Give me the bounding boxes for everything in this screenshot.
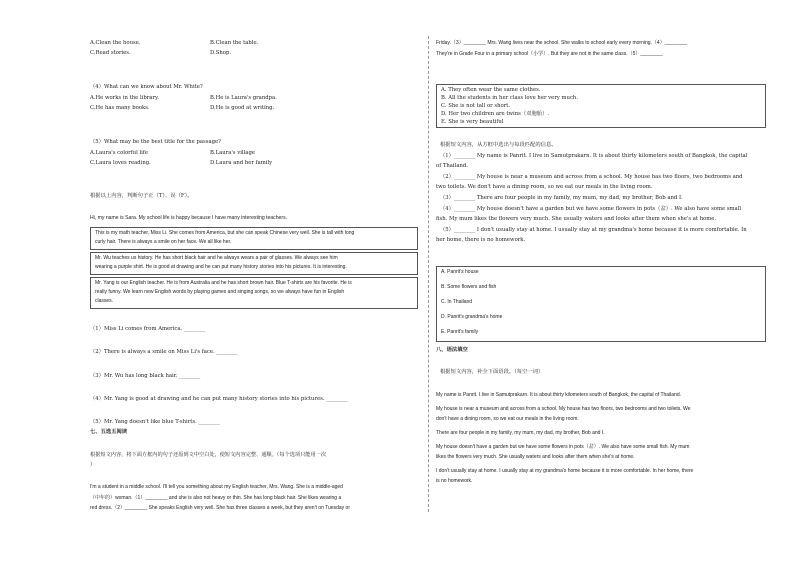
passage2-line: don't have a dining room, so we eat our meals in the living room. <box>436 416 579 422</box>
q5-option-a: A.Laura's colorful life <box>90 150 148 156</box>
tf-item-2: （2）There is always a smile on Miss Li's face. ________ <box>90 349 238 355</box>
match-line: （2）________ My house is near a museum and across from a school. My house has two floors, two bedrooms and <box>440 174 743 180</box>
match-line: （5）________ I don't usually stay at home. I usually stay at my grandma's home because it is more comfortable. In <box>440 227 747 233</box>
passage-line: I'm a student in a middle school. I'll tell you something about my English teacher, Mrs. Wang. She is a middle-aged <box>90 484 343 490</box>
q3-option-d: D.Shop. <box>210 50 232 56</box>
tf-item-4: （4）Mr. Yang is good at drawing and he can put many history stories into his pictures. ________ <box>90 396 348 402</box>
q5-option-d: D.Laura and her family <box>210 160 273 166</box>
match-option-a: A. Panrit's house <box>441 269 479 275</box>
section-7-title: 七、五选五阅读 <box>90 429 128 435</box>
q4-question: （4）What can we know about Mr. White? <box>90 84 203 90</box>
teacher-box-2-line: wearing a purple shirt. He is good at drawing and he can put many history stories into his pictures. It is interesting. <box>95 264 347 270</box>
passage2-line: My house is near a museum and across from a school. My house has two floors, two bedrooms and two toilets. We <box>436 406 691 412</box>
teacher-box-3 <box>90 277 418 309</box>
q4-option-d: D.He is good at writing. <box>210 105 275 111</box>
passage-line: （中年的）woman.（1）________ and she is also not heavy or thin. She has long black hair. She likes wearing a <box>90 495 342 501</box>
q4-option-a: A.He works in the library. <box>90 95 159 101</box>
match-option-d: D. Panrit's grandma's home <box>441 314 503 320</box>
choice-c: C. She is not tall or short. <box>441 103 511 109</box>
match-line: two toilets. We don't have a dining room, so we eat our meals in the living room. <box>436 184 653 190</box>
q4-option-b: B.He is Laura's grandpa. <box>210 95 277 101</box>
match-option-b: B. Some flowers and fish <box>441 284 497 290</box>
teacher-box-1-line: curly hair. There is always a smile on her face. We all like her. <box>95 239 232 245</box>
q3-option-b: B.Clean the table. <box>210 40 259 46</box>
teacher-box-2 <box>90 252 418 275</box>
match-line: her home, there is no homework. <box>436 237 526 243</box>
teacher-box-1 <box>90 227 418 250</box>
passage-line: They're in Grade Four in a primary school（小学）. But they are not in the same class.（5）________ <box>436 51 663 57</box>
teacher-box-3-line: Mr. Yang is our English teacher. He is from Australia and he has short brown hair. Blue T-shirts are his favorite. He is <box>95 280 352 286</box>
column-divider <box>428 36 429 512</box>
tf-item-1: （1）Miss Li comes from America. ________ <box>90 326 206 332</box>
section-8-instruction: 根据短文内容，补全下面语段。（每空一词） <box>440 369 544 375</box>
passage2-line: I don't usually stay at home. I usually stay at my grandma's home because it is more comfortable. In her home, there <box>436 468 694 474</box>
match-line: （1）________ My name is Panrit. I live in Samutprakarn. It is about thirty kilometers south of Bangkok, the capital <box>440 153 748 159</box>
choice-d: D. Her two children are twins（双胞胎）. <box>441 111 550 117</box>
passage-line: red dress.（2）________ She speaks English very well. She has three classes a week, but they aren't on Tuesday or <box>90 505 350 511</box>
section-7-instruction-end: ） <box>90 462 96 468</box>
choices-box <box>436 84 766 128</box>
tf-item-5: （5）Mr. Yang doesn't like blue T-shirts. ________ <box>90 419 220 425</box>
q5-option-c: C.Laura loves reading. <box>90 160 151 166</box>
match-line: of Thailand. <box>436 163 468 169</box>
tf-item-3: （3）Mr. Wu has long black hair. ________ <box>90 373 201 379</box>
match-line: （3）________ There are four people in my family, my mum, my dad, my brother, Bob and I. <box>440 195 683 201</box>
passage2-line: My name is Panrit. I live in Samutprakarn. It is about thirty kilometers south of Bangkok, the capital of Thailand. <box>436 392 682 398</box>
passage2-line: My house doesn't have a garden but we have some flowers in pots（盆）. We also have some small fish. My mum <box>436 444 690 450</box>
q4-option-c: C.He has many books. <box>90 105 150 111</box>
passage2-line: There are four people in my family, my mum, my dad, my brother, Bob and I. <box>436 430 605 436</box>
teacher-box-3-line: classes. <box>95 298 114 304</box>
teacher-box-2-line: Mr. Wu teaches us history. He has short black hair and he always wears a pair of glasses. We always see him <box>95 255 338 261</box>
teacher-box-1-line: This is my math teacher, Miss Li. She comes from America, but she can speak Chinese very well. She is tall with long <box>95 230 355 236</box>
section-8-title: 八、语法填空 <box>436 347 468 353</box>
passage2-line: likes the flowers very much. She usually waters and looks after them when she's at home. <box>436 454 635 460</box>
tf-intro: Hi, my name is Sara. My school life is happy because I have many interesting teachers. <box>90 215 288 221</box>
teacher-box-3-line: really funny. We learn new English words by playing games and singing songs, so we always have fun in English <box>95 289 345 295</box>
match-line: fish. My mum likes the flowers very much. She usually waters and looks after them when she's at home. <box>436 216 717 222</box>
choice-e: E. She is very beautiful <box>441 119 504 125</box>
q5-question: （5）What may be the best title for the passage? <box>90 139 221 145</box>
passage2-line: is no homework. <box>436 478 473 484</box>
q3-option-c: C.Read stories. <box>90 50 131 56</box>
passage-line: Friday.（3）________ Mrs. Wang lives near the school. She walks to school early every morning.（4）________ <box>436 40 687 46</box>
section-7-instruction: 根据短文内容，将下面方框内的句子还原到文中空白处，使短文内容完整、通顺。（每个选项只能用一次 <box>90 452 327 458</box>
match-options-box <box>436 266 766 342</box>
match-option-c: C. In Thailand <box>441 299 473 305</box>
match-line: （4）________ My house doesn't have a garden but we have some flowers in pots（盆）. We also have some small <box>440 206 742 212</box>
match-instruction: 根据短文内容，从方框中选出与每段匹配的信息。 <box>440 142 557 148</box>
choice-b: B. All the students in her class love her very much. <box>441 95 579 101</box>
match-option-e: E. Panrit's family <box>441 329 479 335</box>
choice-a: A. They often wear the same clothes. <box>441 87 541 93</box>
tf-instruction: 根据以上内容，判断句子正（T）、误（F）。 <box>90 193 193 199</box>
q3-option-a: A.Clean the house. <box>90 40 141 46</box>
q5-option-b: B.Laura's village <box>210 150 255 156</box>
